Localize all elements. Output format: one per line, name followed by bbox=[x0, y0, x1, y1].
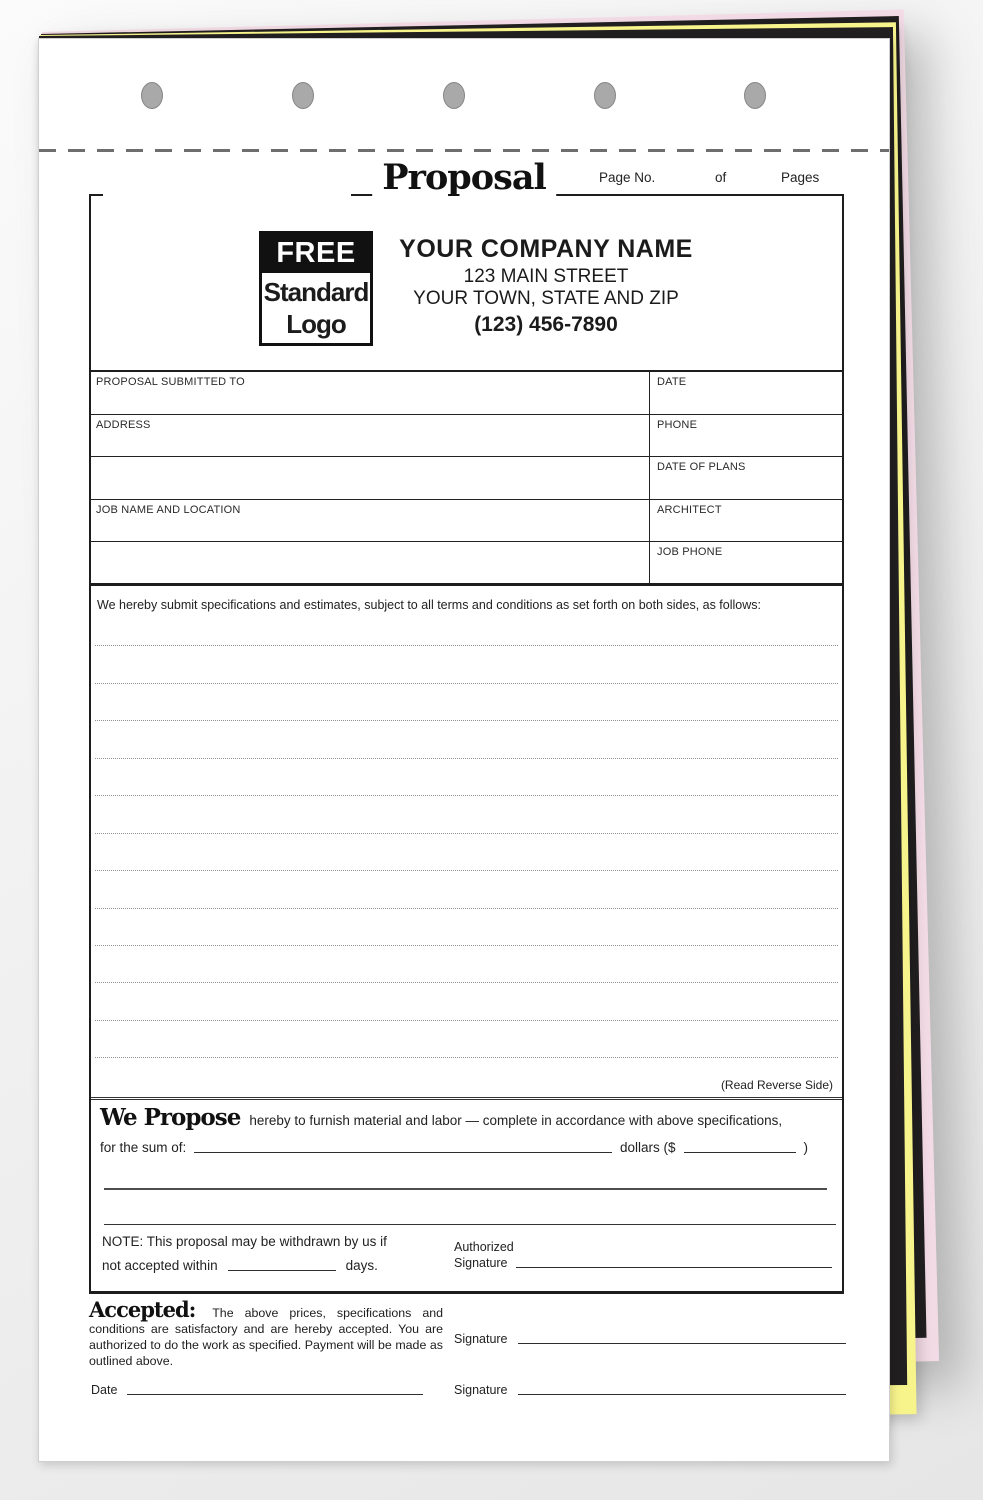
days-blank-line bbox=[228, 1258, 336, 1271]
logo-logo-text: Logo bbox=[286, 309, 346, 339]
signature-label: Signature bbox=[454, 1256, 508, 1270]
accepted-heading: Accepted: bbox=[89, 1297, 196, 1322]
punch-hole bbox=[594, 82, 616, 109]
acceptance-signature-row bbox=[454, 1331, 846, 1346]
perforation-line bbox=[39, 149, 889, 152]
company-phone: (123) 456-7890 bbox=[474, 313, 618, 337]
field-date-of-plans: DATE OF PLANS bbox=[649, 456, 844, 498]
logo-standard-text: Standard bbox=[263, 277, 369, 307]
sum-blank-line bbox=[194, 1140, 612, 1153]
accepted-body: The above prices, specifications and conditions are satisfactory and are hereby accepted. You are authorized to do the work as specified. Payment will be made as outlined above. bbox=[89, 1306, 444, 1368]
writing-line bbox=[95, 871, 838, 908]
withdrawal-note-line2 bbox=[102, 1258, 378, 1273]
info-table bbox=[89, 370, 844, 586]
punch-hole bbox=[744, 82, 766, 109]
authorized-signature-block bbox=[454, 1240, 832, 1270]
writing-line bbox=[95, 609, 838, 646]
field-address: ADDRESS bbox=[89, 414, 649, 456]
sum-label: for the sum of: bbox=[100, 1140, 187, 1155]
accepted-block bbox=[89, 1299, 443, 1369]
company-city: YOUR TOWN, STATE AND ZIP bbox=[413, 288, 679, 310]
specifications-intro: We hereby submit specifications and estimates, subject to all terms and conditions as set forth on both sides, as follows: bbox=[97, 598, 761, 612]
company-street: 123 MAIN STREET bbox=[463, 265, 629, 287]
writing-line bbox=[95, 909, 838, 946]
writing-line bbox=[95, 946, 838, 983]
we-propose-row bbox=[100, 1106, 834, 1129]
field-architect: ARCHITECT bbox=[649, 499, 844, 541]
field-blank bbox=[89, 541, 649, 583]
punch-hole bbox=[141, 82, 163, 109]
writing-line bbox=[95, 759, 838, 796]
writing-line bbox=[95, 834, 838, 871]
acceptance-signature-line bbox=[518, 1331, 846, 1344]
signature-label: Signature bbox=[454, 1332, 508, 1346]
proposal-box bbox=[89, 194, 844, 1294]
we-propose-heading: We Propose bbox=[100, 1104, 241, 1131]
proposal-form-sheet bbox=[38, 38, 890, 1462]
pages-label: Pages bbox=[781, 170, 820, 185]
writing-line bbox=[95, 796, 838, 833]
writing-line bbox=[95, 1021, 838, 1058]
writing-line bbox=[95, 684, 838, 721]
of-label: of bbox=[715, 170, 727, 185]
read-reverse-side-note: (Read Reverse Side) bbox=[720, 1078, 833, 1092]
writing-line bbox=[95, 983, 838, 1020]
field-proposal-submitted-to: PROPOSAL SUBMITTED TO bbox=[96, 376, 245, 388]
withdrawal-note-line1: NOTE: This proposal may be withdrawn by us if bbox=[102, 1234, 387, 1249]
field-job-name-location: JOB NAME AND LOCATION bbox=[89, 499, 649, 541]
signature-label: Signature bbox=[454, 1383, 508, 1397]
writing-rule bbox=[104, 1224, 836, 1225]
writing-line bbox=[95, 646, 838, 683]
note-prefix: not accepted within bbox=[102, 1258, 218, 1273]
authorized-label: Authorized bbox=[454, 1240, 514, 1254]
dollars-blank-line bbox=[684, 1140, 796, 1153]
punch-hole bbox=[292, 82, 314, 109]
writing-line bbox=[95, 721, 838, 758]
field-job-phone: JOB PHONE bbox=[649, 541, 844, 583]
punch-hole bbox=[443, 82, 465, 109]
dollars-close-paren: ) bbox=[803, 1140, 808, 1155]
we-propose-body: hereby to furnish material and labor — complete in accordance with above specifications, bbox=[249, 1113, 783, 1128]
section-divider bbox=[91, 1097, 842, 1100]
page-no-label: Page No. bbox=[599, 170, 656, 185]
date-row bbox=[91, 1382, 423, 1397]
second-signature-row bbox=[454, 1382, 846, 1397]
sum-row bbox=[100, 1140, 808, 1155]
specifications-writing-area bbox=[95, 609, 838, 1059]
logo-free-text: FREE bbox=[262, 234, 370, 273]
dollars-label: dollars ($ bbox=[619, 1140, 676, 1155]
field-date: DATE bbox=[649, 372, 844, 414]
second-signature-line bbox=[518, 1382, 846, 1395]
company-block bbox=[346, 236, 746, 337]
date-blank-line bbox=[127, 1382, 423, 1395]
form-title: Proposal bbox=[372, 160, 556, 198]
company-name: YOUR COMPANY NAME bbox=[399, 235, 693, 263]
box-top-border-stub bbox=[89, 194, 103, 196]
writing-rule bbox=[104, 1188, 827, 1190]
field-blank bbox=[89, 456, 649, 498]
note-suffix: days. bbox=[345, 1258, 378, 1273]
date-label: Date bbox=[91, 1383, 118, 1397]
field-phone: PHONE bbox=[649, 414, 844, 456]
authorized-signature-line bbox=[516, 1255, 832, 1268]
